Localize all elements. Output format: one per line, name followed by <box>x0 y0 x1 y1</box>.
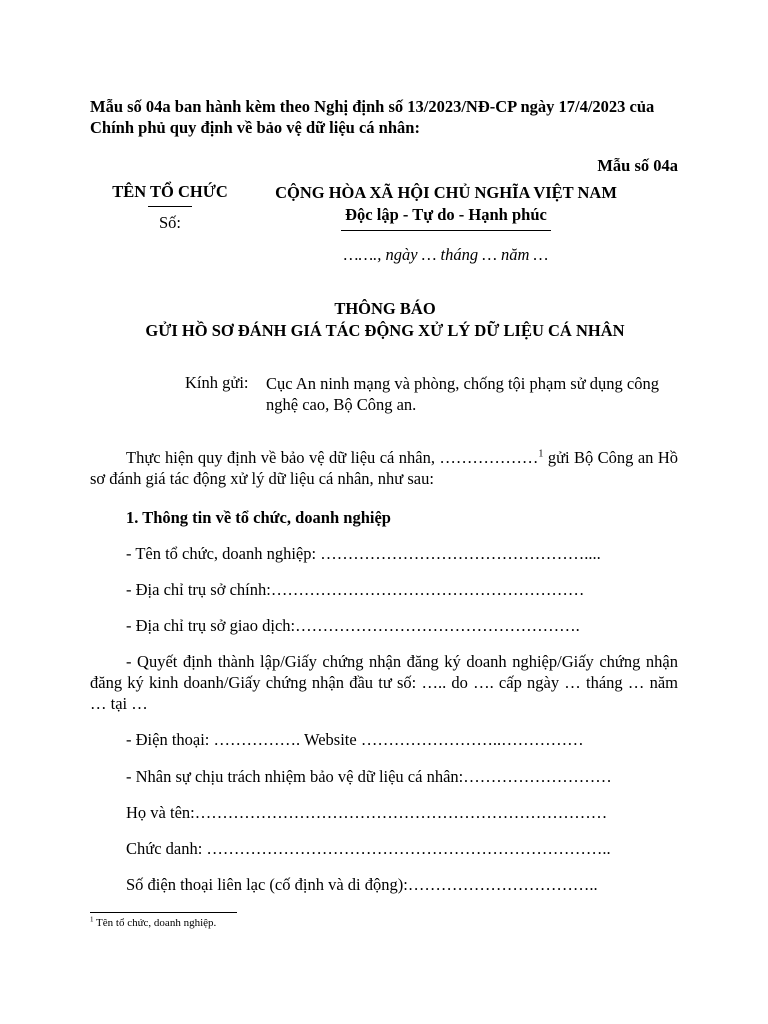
organization-name: TÊN TỔ CHỨC <box>112 182 228 201</box>
place-date-line: ……., ngày … tháng … năm … <box>343 245 549 264</box>
footnote-text: Tên tổ chức, doanh nghiệp. <box>93 917 217 929</box>
country-name: CỘNG HÒA XÃ HỘI CHỦ NGHĨA VIỆT NAM <box>275 183 617 202</box>
document-title <box>90 298 680 342</box>
field-phone-website: - Điện thoại: ……………. Website ……………………..…………… <box>126 730 584 749</box>
footnote-separator <box>90 912 237 913</box>
organization-header <box>100 182 240 233</box>
section-1-heading: 1. Thông tin về tổ chức, doanh nghiệp <box>126 508 391 527</box>
recipient-text: Cục An ninh mạng và phòng, chống tội phạm sử dụng công nghệ cao, Bộ Công an. <box>266 374 659 414</box>
field-trading-office-address: - Địa chỉ trụ sở giao dịch:……………………………………………. <box>126 616 580 635</box>
field-full-name: Họ và tên:………………………………………………………………… <box>126 803 608 822</box>
title-line-2: GỬI HỒ SƠ ĐÁNH GIÁ TÁC ĐỘNG XỬ LÝ DỮ LIỆU CÁ NHÂN <box>145 321 625 340</box>
motto-underline <box>341 230 551 231</box>
opening-text-1: Thực hiện quy định về bảo vệ dữ liệu cá nhân, ……………… <box>126 448 539 467</box>
opening-text-2: gửi Bộ Công an Hồ sơ đánh giá tác động xử lý dữ liệu cá nhân, như sau: <box>90 448 679 488</box>
organization-underline <box>148 206 192 207</box>
field-head-office-address: - Địa chỉ trụ sở chính:………………………………………………… <box>126 580 585 599</box>
document-number-label: Số: <box>158 213 181 232</box>
field-establishment-decision: - Quyết định thành lập/Giấy chứng nhận đăng ký doanh nghiệp/Giấy chứng nhận đăng ký kinh doanh/Giấy chứng nhận đầu tư số: ….. do …. cấp ngày … tháng … năm … tại … <box>90 652 678 713</box>
form-number: Mẫu số 04a <box>597 156 678 175</box>
footnote <box>90 916 216 930</box>
field-position: Chức danh: ……………………………………………………………….. <box>126 839 611 858</box>
footnote-number: 1 <box>90 915 94 924</box>
national-header <box>268 182 624 231</box>
field-organization-name: - Tên tổ chức, doanh nghiệp: ………………………………………….... <box>126 544 601 563</box>
decree-intro: Mẫu số 04a ban hành kèm theo Nghị định số 13/2023/NĐ-CP ngày 17/4/2023 của Chính phủ quy định về bảo vệ dữ liệu cá nhân: <box>90 97 655 137</box>
opening-paragraph <box>90 447 678 489</box>
title-line-1: THÔNG BÁO <box>334 299 436 318</box>
footnote-ref: 1 <box>538 448 544 460</box>
recipient-label: Kính gửi: <box>185 373 249 392</box>
national-motto: Độc lập - Tự do - Hạnh phúc <box>345 205 547 224</box>
field-data-protection-personnel: - Nhân sự chịu trách nhiệm bảo vệ dữ liệu cá nhân:……………………… <box>126 767 612 786</box>
field-contact-phone: Số điện thoại liên lạc (cố định và di động):…………………………….. <box>126 875 598 894</box>
